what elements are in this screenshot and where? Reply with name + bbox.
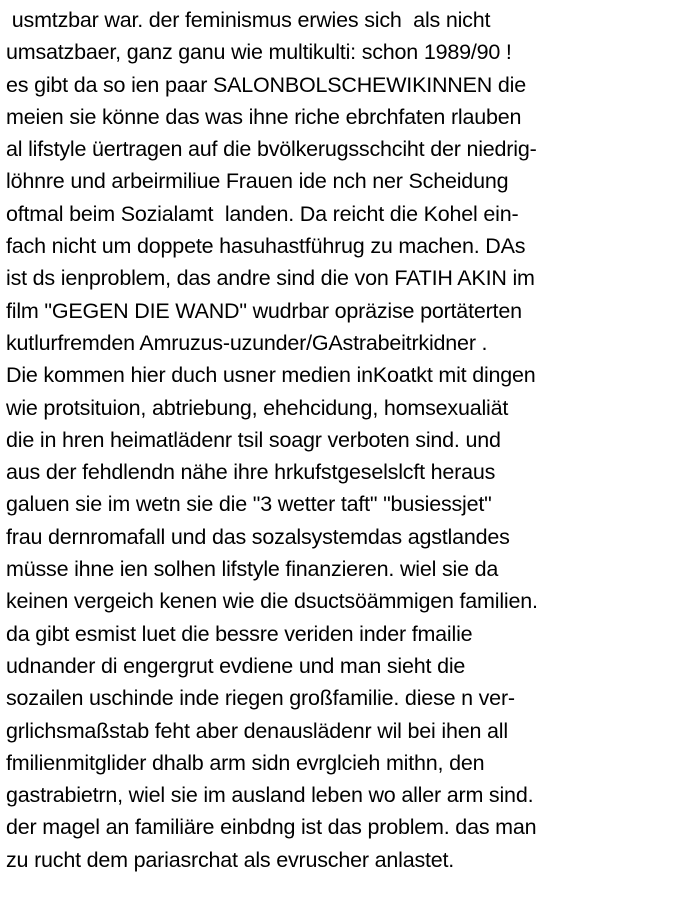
text-line: der magel an familiäre einbdng ist das problem. das man (6, 815, 537, 840)
text-line: aus der fehdlendn nähe ihre hrkufstgeselslcft heraus (6, 460, 496, 485)
text-line: al lifstyle üertragen auf die bvölkerugsschciht der niedrig- (6, 137, 537, 162)
text-line: oftmal beim Sozialamt landen. Da reicht die Kohel ein- (6, 201, 519, 226)
text-line: fmilienmitglider dhalb arm sidn evrglcieh mithn, den (6, 750, 485, 775)
text-line: galuen sie im wetn sie die "3 wetter taft" "busiessjet" (6, 492, 492, 517)
document-text (6, 4, 682, 876)
text-line: es gibt da so ien paar SALONBOLSCHEWIKINNEN die (6, 72, 526, 97)
text-line: udnander di engergrut evdiene und man sieht die (6, 653, 466, 678)
text-line: gastrabietrn, wiel sie im ausland leben wo aller arm sind. (6, 783, 534, 808)
text-line: keinen vergeich kenen wie die dsuctsöämmigen familien. (6, 589, 538, 614)
text-line: fach nicht um doppete hasuhastführug zu machen. DAs (6, 234, 526, 259)
text-line: meien sie könne das was ihne riche ebrchfaten rlauben (6, 104, 522, 129)
text-line: löhnre und arbeirmiliue Frauen ide nch ner Scheidung (6, 169, 509, 194)
text-line: kutlurfremden Amruzus-uzunder/GAstrabeitrkidner . (6, 330, 488, 355)
text-line: umsatzbaer, ganz ganu wie multikulti: schon 1989/90 ! (6, 40, 512, 65)
text-line: zu rucht dem pariasrchat als evruscher anlastet. (6, 847, 455, 872)
text-line: die in hren heimatlädenr tsil soagr verboten sind. und (6, 427, 501, 452)
text-line: grlichsmaßstab feht aber denauslädenr wil bei ihen all (6, 718, 508, 743)
text-line: da gibt esmist luet die bessre veriden inder fmailie (6, 621, 473, 646)
text-line: sozailen uschinde inde riegen großfamilie. diese n ver- (6, 686, 515, 711)
text-line: film "GEGEN DIE WAND" wudrbar opräzise portäterten (6, 298, 522, 323)
text-line: Die kommen hier duch usner medien inKoatkt mit dingen (6, 363, 536, 388)
text-line: frau dernromafall und das sozalsystemdas agstlandes (6, 524, 510, 549)
text-line: müsse ihne ien solhen lifstyle finanzieren. wiel sie da (6, 557, 499, 582)
text-line: usmtzbar war. der feminismus erwies sich als nicht (6, 8, 491, 32)
text-line: wie protsituion, abtriebung, ehehcidung, homsexualiät (6, 395, 509, 420)
text-line: ist ds ienproblem, das andre sind die von FATIH AKIN im (6, 266, 535, 291)
